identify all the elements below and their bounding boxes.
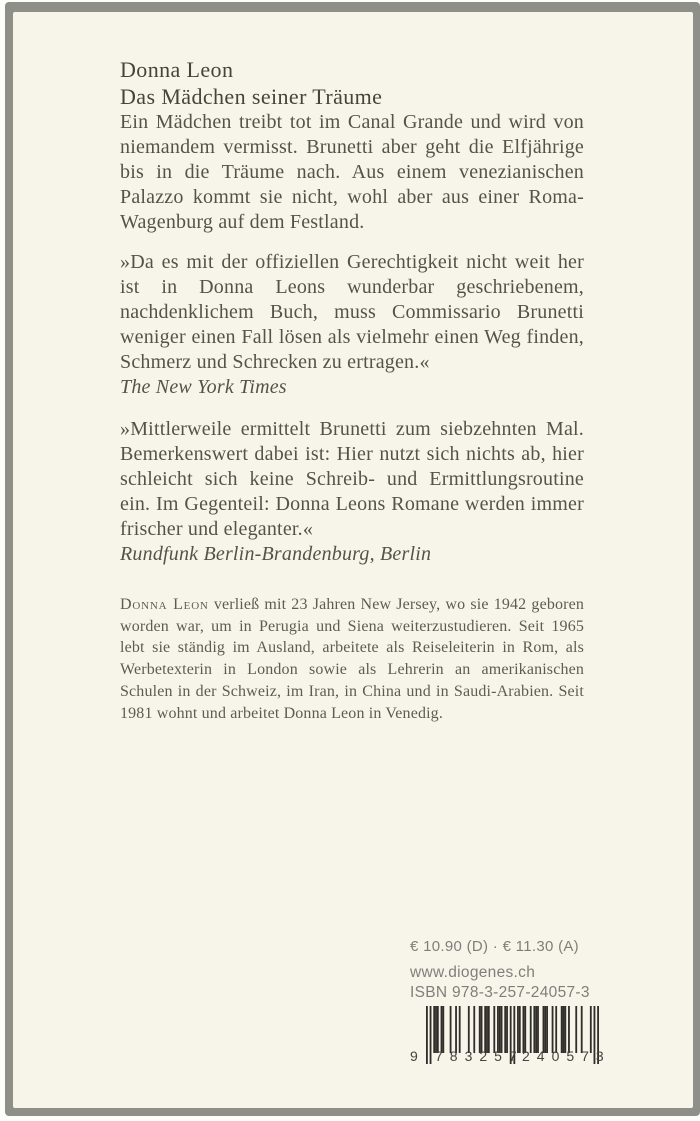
author-bio-text: verließ mit 23 Jahren New Jersey, wo sie 1942 geboren worden war, um in Perugia und Siena weiterzustudieren. Seit 1965 lebt sie ständig im Ausland, arbeitete als Reiseleiterin in Rom, als Werbetexterin in London sowie als Lehrerin an amerikanischen Schulen in der Schweiz, im Iran, in China und in Saudi-Arabien. Seit 1981 wohnt und arbeitet Donna Leon in Venedig. (120, 596, 584, 722)
quote-source: Rundfunk Berlin-Brandenburg, Berlin (120, 543, 432, 565)
isbn-number: ISBN 978-3-257-24057-3 (410, 984, 590, 1001)
book-photo-shadow (5, 2, 700, 1116)
footer-block (410, 938, 610, 1068)
synopsis-paragraph: Ein Mädchen treibt tot im Canal Grande und wird von niemandem vermisst. Brunetti aber geht die Elfjährige bis in die Träume nach. Aus einem venezianischen Palazzo kommt sie nicht, wohl aber aus einer Roma-Wagenburg auf dem Festland. (120, 111, 584, 233)
barcode-right-digits: 240573 (522, 1048, 611, 1064)
barcode-left-digits: 783257 (435, 1048, 524, 1064)
book-author: Donna Leon (120, 57, 234, 82)
author-bio-name: Donna Leon (120, 596, 209, 613)
book-title: Das Mädchen seiner Träume (120, 84, 383, 109)
review-quote-rbb (120, 417, 584, 567)
title-block (120, 56, 584, 110)
quote-text: »Da es mit der offiziellen Gerechtigkeit nicht weit her ist in Donna Leons wunderbar geschriebenem, nachdenklichem Buch, muss Commissario Brunetti weniger einen Fall lösen als vielmehr einen Weg finden, Schmerz und Schrecken zu ertragen.« (120, 251, 584, 373)
ean13-barcode (410, 1006, 611, 1068)
quote-text: »Mittlerweile ermittelt Brunetti zum siebzehnten Mal. Bemerkenswert dabei ist: Hier nutzt sich nichts ab, hier schleicht sich keine Schreib- und Ermittlungsroutine ein. Im Gegenteil: Donna Leons Romane werden immer frischer und eleganter.« (120, 418, 584, 540)
publisher-website: www.diogenes.ch (410, 964, 536, 981)
author-bio (120, 594, 584, 724)
review-quote-nyt (120, 250, 584, 400)
cover-text-column (120, 56, 584, 724)
book-back-cover (13, 12, 693, 1108)
price-line: € 10.90 (D) · € 11.30 (A) (410, 938, 579, 955)
quote-source: The New York Times (120, 376, 287, 398)
barcode-lead-digit: 9 (410, 1048, 418, 1064)
